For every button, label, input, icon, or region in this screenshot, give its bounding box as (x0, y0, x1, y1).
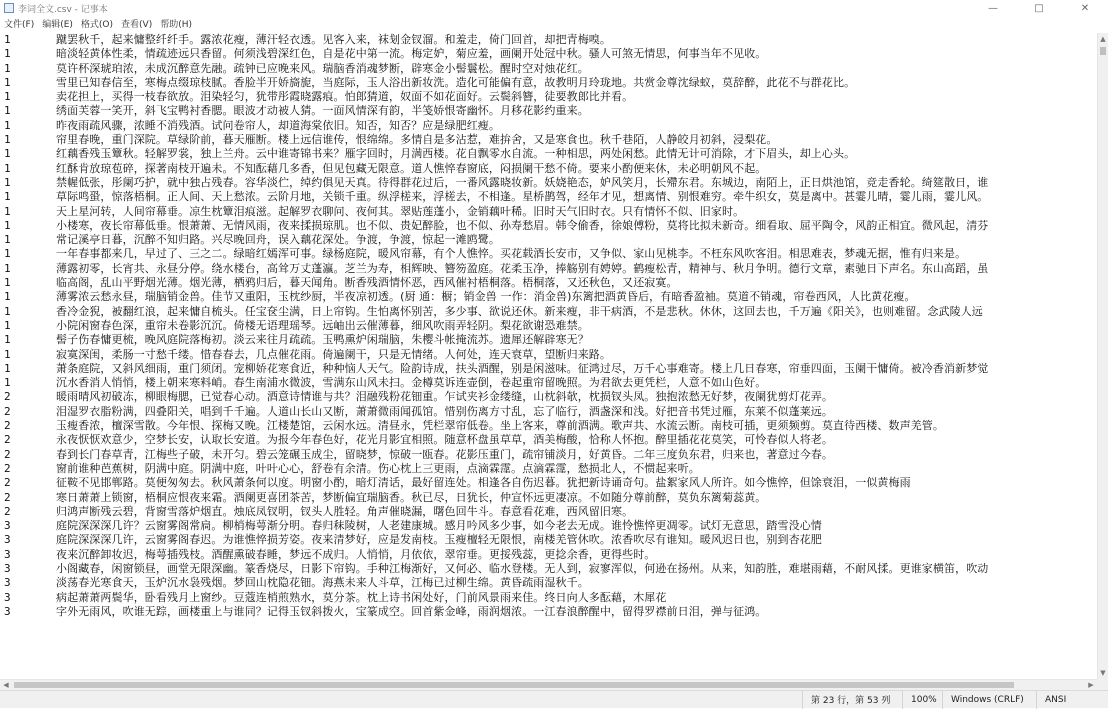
line-field-number: 2 (4, 476, 11, 490)
line-text: 帘里春晚，重门深院。草绿阶前，暮天雁断。楼上远信谁传，恨绵绵。多情自是多沾惹，难拚舍，又是寒食也。秋千巷陌，人静皎月初斜，浸梨花。 (56, 133, 778, 147)
line-field-number: 1 (4, 175, 11, 189)
text-line[interactable] (0, 90, 1097, 104)
text-line[interactable] (0, 548, 1097, 562)
text-line[interactable] (0, 576, 1097, 590)
line-field-number: 1 (4, 247, 11, 261)
text-line[interactable] (0, 205, 1097, 219)
line-text: 永夜恹恹欢意少，空梦长安，认取长安道。为报今年春色好，花光月影宜相照。随意杯盘虽草草，酒美梅酸，恰称人怀抱。醉里插花花莫笑，可怜春似人将老。 (56, 433, 833, 447)
text-line[interactable] (0, 290, 1097, 304)
line-text: 蹴罢秋千，起来慵整纤纤手。露浓花瘦，薄汗轻衣透。见客入来，袜刬金钗溜。和羞走，倚门回首，却把青梅嗅。 (56, 33, 611, 46)
text-line[interactable] (0, 419, 1097, 433)
text-editor[interactable] (0, 33, 1097, 679)
window-controls (970, 0, 1108, 16)
line-text: 红藕香残玉簟秋。轻解罗裳，独上兰舟。云中谁寄锦书来？雁字回时，月满西楼。花自飘零水自流。一种相思，两处闲愁。此情无计可消除，才下眉头，却上心头。 (56, 147, 856, 161)
line-field-number: 2 (4, 390, 11, 404)
line-text: 莫许杯深琥珀浓，未成沉醉意先融。疏钟已应晚来风。瑞脑香消魂梦断，辟寒金小髻鬟松。醒时空对烛花红。 (56, 61, 589, 75)
line-field-number: 1 (4, 347, 11, 361)
line-text: 昨夜雨疏风骤，浓睡不消残酒。试问卷帘人，却道海棠依旧。知否，知否？应是绿肥红瘦。 (56, 118, 500, 132)
encoding: ANSI (1036, 691, 1096, 709)
line-field-number: 2 (4, 447, 11, 461)
zoom-level: 100% (902, 691, 942, 709)
resize-grip[interactable] (1096, 691, 1108, 709)
title-bar (0, 0, 1108, 16)
text-line[interactable] (0, 305, 1097, 319)
line-text: 寒日萧萧上锁窗，梧桐应恨夜来霜。酒阑更喜团茶苦，梦断偏宜瑞脑香。秋已尽，日犹长，仲宣怀远更凄凉。不如随分尊前醉，莫负东篱菊蕊黄。 (56, 490, 767, 504)
line-text: 寂寞深闺，柔肠一寸愁千缕。惜春春去，几点催花雨。倚遍阑干，只是无情绪。人何处，连天衰草，望断归来路。 (56, 347, 611, 361)
line-field-number: 1 (4, 118, 11, 132)
line-field-number: 1 (4, 104, 11, 118)
text-line[interactable] (0, 62, 1097, 76)
text-line[interactable] (0, 505, 1097, 519)
text-line[interactable] (0, 190, 1097, 204)
line-field-number: 1 (4, 290, 11, 304)
line-field-number: 3 (4, 576, 11, 590)
line-text: 香冷金猊，被翻红浪，起来慵自梳头。任宝奁尘满，日上帘钩。生怕离怀别苦，多少事、欲说还休。新来瘦，非干病酒，不是悲秋。休休，这回去也，千万遍《阳关》，也则难留。念武陵人远 (56, 304, 983, 318)
horizontal-scroll-thumb[interactable] (14, 682, 1014, 688)
text-line[interactable] (0, 104, 1097, 118)
menu-help[interactable]: 帮助(H) (160, 20, 193, 30)
line-text: 薄露初零，长宵共、永昼分停。绕水楼台，高耸万丈蓬瀛。芝兰为寿，相辉映、簪笏盈庭。花柔玉净，捧觞别有娉婷。鹤瘦松青，精神与、秋月争明。德行文章，素驰日下声名。东山高蹈，虽 (56, 261, 989, 275)
line-text: 卖花担上，买得一枝春欲放。泪染轻匀，犹带彤霞晓露痕。怕郎猜道，奴面不如花面好。云鬓斜簪，徒要教郎比并看。 (56, 90, 634, 104)
maximize-button[interactable]: □ (1034, 2, 1044, 14)
line-field-number: 1 (4, 333, 11, 347)
line-field-number: 3 (4, 533, 11, 547)
text-line[interactable] (0, 247, 1097, 261)
line-field-number: 1 (4, 318, 11, 332)
text-line[interactable] (0, 591, 1097, 605)
vertical-scroll-thumb[interactable] (1100, 47, 1106, 55)
text-line[interactable] (0, 47, 1097, 61)
line-text: 天上星河转，人间帘幕垂。凉生枕簟泪痕滋。起解罗衣聊问、夜何其。翠贴莲蓬小，金销藕叶稀。旧时天气旧时衣。只有情怀不似、旧家时。 (56, 204, 745, 218)
menu-file[interactable]: 文件(F) (4, 20, 35, 30)
scroll-left-icon[interactable]: ◀ (3, 681, 9, 689)
text-line[interactable] (0, 605, 1097, 619)
menu-format[interactable]: 格式(O) (80, 20, 114, 30)
line-text: 薄雾浓云愁永昼，瑞脑销金兽。佳节又重阳，玉枕纱厨，半夜凉初透。(厨 通：橱；销金兽 一作：消金兽)东篱把酒黄昏后，有暗香盈袖。莫道不销魂，帘卷西风，人比黄花瘦。 (56, 290, 916, 304)
line-text: 泪湿罗衣脂粉满，四叠阳关，唱到千千遍。人道山长山又断，萧萧微雨闻孤馆。惜别伤离方寸乱，忘了临行，酒盏深和浅。好把音书凭过雁，东莱不似蓬莱远。 (56, 404, 833, 418)
text-line[interactable] (0, 348, 1097, 362)
line-text: 病起萧萧两鬓华，卧看残月上窗纱。豆蔻连梢煎熟水，莫分茶。枕上诗书闲处好，门前风景雨来佳。终日向人多酝藉，木犀花 (56, 590, 667, 604)
line-field-number: 3 (4, 604, 11, 618)
line-text: 萧条庭院，又斜风细雨，重门须闭。宠柳娇花寒食近，种种恼人天气。险韵诗成，扶头酒醒，别是闲滋味。征鸿过尽，万千心事难寄。楼上几日春寒，帘垂四面，玉阑干慵倚。被冷香消新梦觉 (56, 361, 989, 375)
line-text: 庭院深深深几许，云窗雾阁春迟。为谁憔悴损芳姿。夜来清梦好，应是发南枝。玉瘦檀轻无限恨，南楼羌管休吹。浓香吹尽有谁知。暖风迟日也，别到杏花肥 (56, 533, 822, 547)
text-line[interactable] (0, 319, 1097, 333)
line-field-number: 2 (4, 433, 11, 447)
menu-edit[interactable]: 编辑(E) (42, 20, 73, 30)
line-field-number: 1 (4, 61, 11, 75)
horizontal-scrollbar[interactable] (0, 679, 1097, 690)
cursor-position: 第 23 行，第 53 列 (802, 691, 902, 709)
line-text: 归鸿声断残云碧，背窗雪落炉烟直。烛底凤钗明，钗头人胜轻。角声催晓漏，曙色回牛斗。春意看花难，西风留旧寒。 (56, 504, 634, 518)
text-line[interactable] (0, 362, 1097, 376)
line-field-number: 1 (4, 33, 11, 46)
text-line[interactable] (0, 119, 1097, 133)
line-text: 髻子伤春慵更梳，晚风庭院落梅初。淡云来往月疏疏。玉鸭熏炉闲瑞脑，朱樱斗帐掩流苏。遗犀还解辟寒无？ (56, 333, 589, 347)
line-field-number: 1 (4, 376, 11, 390)
line-text: 一年春事都来几，早过了、三之二。绿暗红嫣浑可事。绿杨庭院，暖风帘幕，有个人憔悴。买花载酒长安市，又争似、家山见桃李。不枉东风吹客泪。相思难表，梦魂无据，惟有归来是。 (56, 247, 967, 261)
text-line[interactable] (0, 491, 1097, 505)
line-field-number: 1 (4, 47, 11, 61)
line-field-number: 3 (4, 519, 11, 533)
line-text: 雪里已知春信至，寒梅点缀琼枝腻。香脸半开娇旖旎，当庭际，玉人浴出新妆洗。造化可能偏有意，故教明月玲珑地。共赏金尊沈绿蚁，莫辞醉，此花不与群花比。 (56, 75, 856, 89)
text-line[interactable] (0, 233, 1097, 247)
text-line[interactable] (0, 262, 1097, 276)
line-field-number: 1 (4, 218, 11, 232)
line-text: 常记溪亭日暮，沉醉不知归路。兴尽晚回舟，误入藕花深处。争渡，争渡，惊起一滩鸥鹭。 (56, 233, 500, 247)
text-line[interactable] (0, 333, 1097, 347)
line-text: 小阁藏春，闲窗锁昼，画堂无限深幽。篆香烧尽，日影下帘钩。手种江梅渐好，又何必、临水登楼。无人到，寂寥浑似，何逊在扬州。从来，知韵胜，难堪雨藉，不耐风揉。更谁家横笛，吹动 (56, 561, 989, 575)
text-line[interactable] (0, 462, 1097, 476)
menu-view[interactable]: 查看(V) (121, 20, 153, 30)
text-line[interactable] (0, 219, 1097, 233)
line-text: 暗淡轻黄体性柔，情疏迹远只香留。何须浅碧深红色，自是花中第一流。梅定妒，菊应羞，画阑开处冠中秋。骚人可煞无情思，何事当年不见收。 (56, 47, 767, 61)
line-text: 字外无雨风，吹谁无踪，画楼重上与谁同？记得玉钗斜拨火，宝篆成空。回首紫金峰，雨润烟浓。一江春浪醉醒中，留得罗襟前日泪，弹与征鸿。 (56, 604, 767, 618)
line-field-number: 3 (4, 547, 11, 561)
text-line[interactable] (0, 376, 1097, 390)
line-field-number: 1 (4, 304, 11, 318)
line-ending: Windows (CRLF) (942, 691, 1036, 709)
status-bar (0, 690, 1108, 708)
line-text: 红酥肯放琼苞碎，探著南枝开遍未。不知酝藉几多香，但见包藏无限意。道人憔悴春窗底，闷损阑干愁不倚。要来小酌便来休，未必明朝风不起。 (56, 161, 767, 175)
line-field-number: 1 (4, 161, 11, 175)
line-text: 暖雨晴风初破冻，柳眼梅腮，已觉春心动。酒意诗情谁与共？泪融残粉花钿重。乍试夹衫金缕缝，山枕斜欹，枕损钗头凤。独抱浓愁无好梦，夜阑犹剪灯花弄。 (56, 390, 833, 404)
text-line[interactable] (0, 147, 1097, 161)
line-field-number: 3 (4, 590, 11, 604)
line-text: 征鞍不见邯郸路。莫便匆匆去。秋风萧条何以度。明窗小酌，暗灯清话，最好留连处。相逢各自伤迟暮。犹把新诗诵奇句。盐絮家风人所许。如今憔悴，但馀衰泪，一似黄梅雨 (56, 476, 911, 490)
line-text: 小楼寒，夜长帘幕低垂。恨萧萧、无情风雨，夜来揉损琼肌。也不似、贵妃醉脸，也不似、孙寿愁眉。韩令偷香，徐娘傅粉，莫将比拟未新奇。细看取、屈平陶令，风韵正相宜。微风起，清芬 (56, 218, 989, 232)
notepad-icon (4, 3, 14, 13)
text-line[interactable] (0, 133, 1097, 147)
close-button[interactable]: ✕ (1080, 2, 1090, 14)
text-line[interactable] (0, 519, 1097, 533)
scroll-right-icon[interactable]: ▶ (1088, 681, 1094, 689)
vertical-scrollbar[interactable] (1097, 33, 1108, 679)
minimize-button[interactable]: — (988, 2, 998, 14)
line-text: 沉水香消人悄悄，楼上朝来寒料峭。春生南浦水微波，雪满东山风未扫。金樽莫诉连壶倒，卷起重帘留晚照。为君欲去更凭栏，人意不如山色好。 (56, 376, 767, 390)
line-text: 夜来沉醉卸妆迟，梅萼插残枝。酒醒熏破春睡，梦远不成归。人悄悄，月依依，翠帘垂。更挼残蕊，更捻余香，更得些时。 (56, 547, 656, 561)
text-line[interactable] (0, 176, 1097, 190)
line-text: 淡荡春光寒食天，玉炉沉水袅残烟。梦回山枕隐花钿。海燕未来人斗草，江梅已过柳生绵。黄昏疏雨湿秋千。 (56, 576, 589, 590)
text-line[interactable] (0, 33, 1097, 47)
line-field-number: 1 (4, 147, 11, 161)
text-line[interactable] (0, 433, 1097, 447)
line-field-number: 2 (4, 490, 11, 504)
text-line[interactable] (0, 162, 1097, 176)
line-text: 庭院深深深几许？云窗雾阁常扃。柳梢梅萼渐分明。春归秣陵树，人老建康城。感月吟风多少事，如今老去无成。谁怜憔悴更凋零。试灯无意思，踏雪没心情 (56, 519, 822, 533)
text-line[interactable] (0, 390, 1097, 404)
line-field-number: 2 (4, 461, 11, 475)
line-field-number: 1 (4, 261, 11, 275)
text-line[interactable] (0, 405, 1097, 419)
line-field-number: 1 (4, 190, 11, 204)
line-text: 春到长门春草青，江梅些子破，未开匀。碧云笼碾玉成尘，留晓梦，惊破一瓯春。花影压重门，疏帘铺淡月，好黄昏。二年三度负东君，归来也，著意过今春。 (56, 447, 833, 461)
text-line[interactable] (0, 76, 1097, 90)
line-field-number: 2 (4, 419, 11, 433)
text-line[interactable] (0, 276, 1097, 290)
line-field-number: 1 (4, 133, 11, 147)
menu-bar (0, 16, 1108, 31)
line-field-number: 1 (4, 276, 11, 290)
line-text: 草际鸣蛩，惊落梧桐。正人间、天上愁浓。云阶月地，关锁千重。纵浮槎来，浮槎去，不相逢。星桥鹊驾，经年才见，想离情、别恨难穷。牵牛织女，莫是离中。甚霎儿晴，霎儿雨，霎儿风。 (56, 190, 989, 204)
scrollbar-corner (1097, 679, 1108, 690)
line-field-number: 1 (4, 204, 11, 218)
line-field-number: 1 (4, 233, 11, 247)
line-text: 临高阁，乱山平野烟光薄。烟光薄，栖鸦归后，暮天闻角。断香残酒情怀恶，西风催衬梧桐落。梧桐落，又还秋色，又还寂寞。 (56, 276, 678, 290)
text-line[interactable] (0, 448, 1097, 462)
line-field-number: 1 (4, 361, 11, 375)
text-line[interactable] (0, 562, 1097, 576)
scroll-up-icon[interactable]: ▲ (1100, 35, 1106, 43)
line-text: 窗前谁种芭蕉树，阴满中庭。阴满中庭，叶叶心心，舒卷有余清。伤心枕上三更雨，点滴霖霪。点滴霖霪，愁损北人，不惯起来听。 (56, 461, 700, 475)
line-field-number: 1 (4, 75, 11, 89)
line-field-number: 2 (4, 404, 11, 418)
line-text: 禁幄低张，彤阑巧护，就中独占残春。容华淡伫，绰约俱见天真。待得群花过后，一番风露晓妆新。妖娆艳态，妒风笑月，长殢东君。东城边，南陌上，正日烘池馆，竞走香轮。绮筵散日，谁 (56, 175, 989, 189)
line-text: 玉瘦香浓，檀深雪散。今年恨、探梅又晚。江楼楚馆，云闲水远。清昼永，凭栏翠帘低卷。坐上客来，尊前酒满。歌声共、水流云断。南枝可插，更须频剪。莫直待西楼、数声羌管。 (56, 419, 944, 433)
line-text: 小院闲窗春色深，重帘未卷影沉沉。倚楼无语理瑶琴。远岫出云催薄暮，细风吹雨弄轻阴。梨花欲谢恐难禁。 (56, 318, 589, 332)
text-line[interactable] (0, 533, 1097, 547)
scroll-down-icon[interactable]: ▼ (1100, 669, 1106, 677)
line-field-number: 3 (4, 561, 11, 575)
text-line[interactable] (0, 476, 1097, 490)
line-field-number: 2 (4, 504, 11, 518)
window-title: 李词全文.csv - 记事本 (18, 4, 108, 15)
line-text: 绣面芙蓉一笑开，斜飞宝鸭衬香腮。眼波才动被人猜。一面风情深有韵，半笺娇恨寄幽怀。月移花影约重来。 (56, 104, 589, 118)
line-field-number: 1 (4, 90, 11, 104)
